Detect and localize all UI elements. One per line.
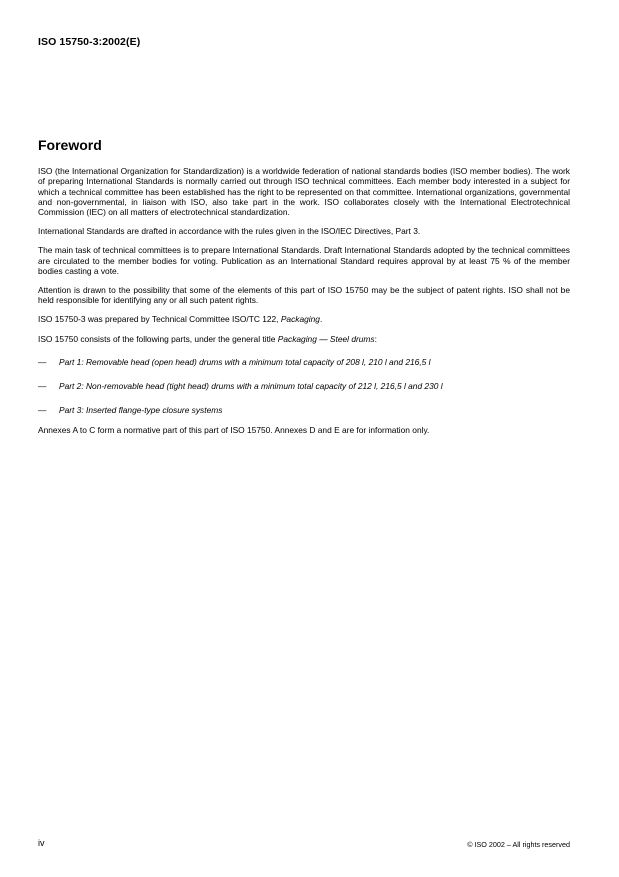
document-id-header: ISO 15750-3:2002(E) — [38, 36, 141, 48]
general-title: Packaging — Steel drums — [277, 333, 375, 344]
list-item — [38, 357, 570, 367]
copyright-notice: © ISO 2002 – All rights reserved — [467, 840, 570, 849]
foreword-body — [38, 166, 570, 444]
prepared-by-end: . — [319, 314, 323, 325]
paragraph-parts-intro — [38, 334, 570, 344]
list-item — [38, 381, 570, 391]
parts-intro-end: : — [374, 333, 377, 344]
foreword-title: Foreword — [38, 137, 102, 153]
paragraph-iso-federation: ISO (the International Organization for Standardization) is a worldwide federation of national standards bodies (ISO member bodies). The work of preparing International Standards is normally carried out through ISO technical committees. Each member body interested in a subject for which a technical committee has been established has the right to be represented on that committee. International organizations, governmental and non-governmental, in liaison with ISO, also take part in the work. ISO collaborates closely with the International Electrotechnical Commission (IEC) on all matters of electrotechnical standardization. — [38, 166, 570, 218]
list-item — [38, 405, 570, 415]
part-1-title: Part 1: Removable head (open head) drums with a minimum total capacity of 208 l, 210 l and 216,5 l — [59, 357, 431, 368]
dash-bullet: — — [38, 381, 47, 392]
parts-intro-text: ISO 15750 consists of the following parts, under the general title — [38, 333, 278, 344]
paragraph-directives: International Standards are drafted in accordance with the rules given in the ISO/IEC Directives, Part 3. — [38, 226, 421, 237]
part-2-title: Part 2: Non-removable head (tight head) drums with a minimum total capacity of 212 l, 216,5 l and 230 l — [59, 381, 443, 392]
paragraph-technical-committees: The main task of technical committees is to prepare International Standards. Draft International Standards adopted by the technical committees are circulated to the member bodies for voting. Publication as an International Standard requires approval by at least 75 % of the member bodies casting a vote. — [38, 245, 570, 276]
page-number: iv — [38, 838, 45, 848]
paragraph-prepared-by — [38, 314, 570, 324]
part-3-title: Part 3: Inserted flange-type closure systems — [59, 404, 223, 415]
paragraph-annexes: Annexes A to C form a normative part of this part of ISO 15750. Annexes D and E are for information only. — [38, 425, 430, 436]
dash-bullet: — — [38, 357, 47, 368]
prepared-by-text: ISO 15750-3 was prepared by Technical Committee ISO/TC 122, — [38, 314, 281, 325]
committee-title: Packaging — [280, 314, 320, 325]
paragraph-patent-rights: Attention is drawn to the possibility that some of the elements of this part of ISO 15750 may be the subject of patent rights. ISO shall not be held responsible for identifying any or all such patent rights. — [38, 285, 570, 306]
dash-bullet: — — [38, 404, 47, 415]
